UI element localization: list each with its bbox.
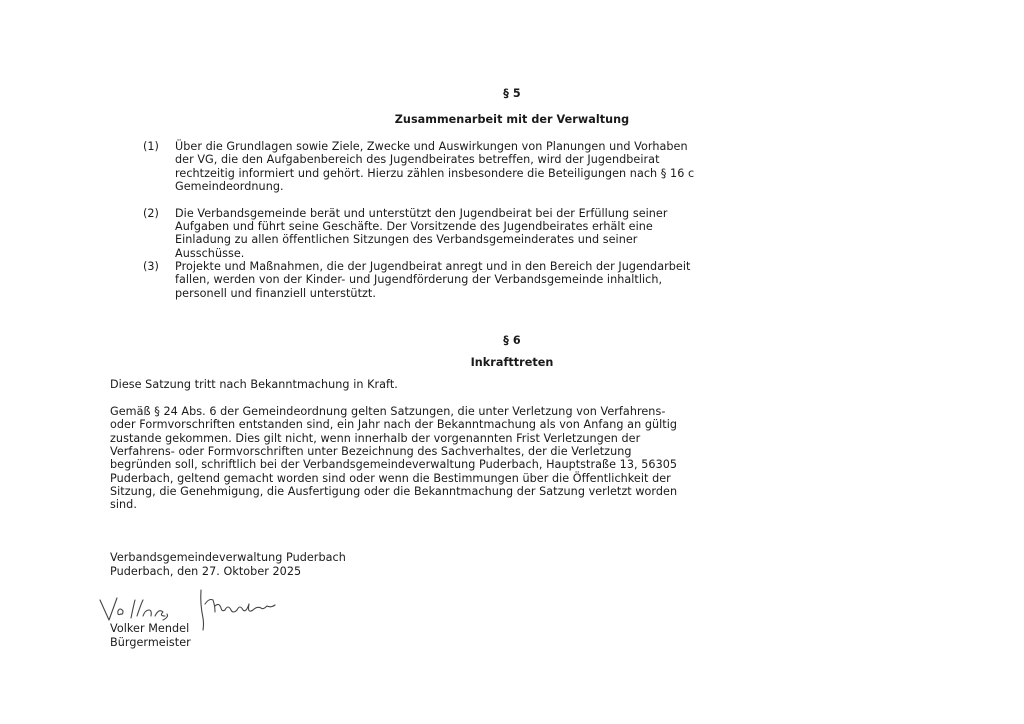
signatory-name: Volker Mendel — [110, 622, 190, 635]
item-3-line: fallen, werden von der Kinder- und Jugendförderung der Verbandsgemeinde inhaltlich, — [175, 273, 663, 286]
item-1-line: Über die Grundlagen sowie Ziele, Zwecke und Auswirkungen von Planungen und Vorhaben — [175, 140, 688, 153]
item-3-line: Projekte und Maßnahmen, die der Jugendbeirat anregt und in den Bereich der Jugendarbeit — [175, 260, 691, 273]
notice-line: sind. — [110, 498, 137, 511]
item-3-line: personell und finanziell unterstützt. — [175, 287, 376, 300]
item-1-line: Gemeindeordnung. — [175, 180, 284, 193]
item-1-line: der VG, die den Aufgabenbereich des Jugendbeirates betreffen, wird der Jugendbeirat — [175, 153, 660, 166]
closing-authority: Verbandsgemeindeverwaltung Puderbach — [110, 551, 346, 564]
closing-place-date: Puderbach, den 27. Oktober 2025 — [110, 565, 302, 578]
section-6-intro: Diese Satzung tritt nach Bekanntmachung in Kraft. — [110, 378, 398, 391]
item-2-line: Aufgaben und führt seine Geschäfte. Der Vorsitzende des Jugendbeirates erhält eine — [175, 220, 653, 233]
notice-line: begründen soll, schriftlich bei der Verbandsgemeindeverwaltung Puderbach, Hauptstraße 13, 56305 — [110, 458, 678, 471]
section-6-title: Inkrafttreten — [470, 356, 554, 369]
section-5-number: § 5 — [503, 87, 521, 100]
notice-line: zustande gekommen. Dies gilt nicht, wenn innerhalb der vorgenannten Frist Verletzungen der — [110, 432, 641, 445]
notice-line: Gemäß § 24 Abs. 6 der Gemeindeordnung gelten Satzungen, die unter Verletzung von Verfahrens- — [110, 405, 666, 418]
signatory-role: Bürgermeister — [110, 636, 191, 649]
item-1-line: rechtzeitig informiert und gehört. Hierzu zählen insbesondere die Beteiligungen nach § 16 c — [175, 167, 695, 180]
notice-line: Sitzung, die Genehmigung, die Ausfertigung oder die Bekanntmachung der Satzung verletzt worden — [110, 485, 678, 498]
item-1-label: (1) — [143, 140, 159, 153]
item-2-line: Ausschüsse. — [175, 247, 245, 260]
section-6-number: § 6 — [503, 334, 521, 347]
item-2-line: Einladung zu allen öffentlichen Sitzungen des Verbandsgemeinderates und seiner — [175, 233, 638, 246]
section-5-title: Zusammenarbeit mit der Verwaltung — [394, 113, 630, 126]
item-3-label: (3) — [143, 260, 159, 273]
notice-line: Puderbach, geltend gemacht worden sind oder wenn die Bestimmungen über die Öffentlichkeit der — [110, 472, 671, 485]
item-2-line: Die Verbandsgemeinde berät und unterstützt den Jugendbeirat bei der Erfüllung seiner — [175, 207, 668, 220]
item-2-label: (2) — [143, 207, 159, 220]
notice-line: oder Formvorschriften entstanden sind, ein Jahr nach der Bekanntmachung als von Anfang an gültig — [110, 418, 678, 431]
notice-line: Verfahrens- oder Formvorschriften unter Bezeichnung des Sachverhaltes, der die Verletzung — [110, 445, 632, 458]
